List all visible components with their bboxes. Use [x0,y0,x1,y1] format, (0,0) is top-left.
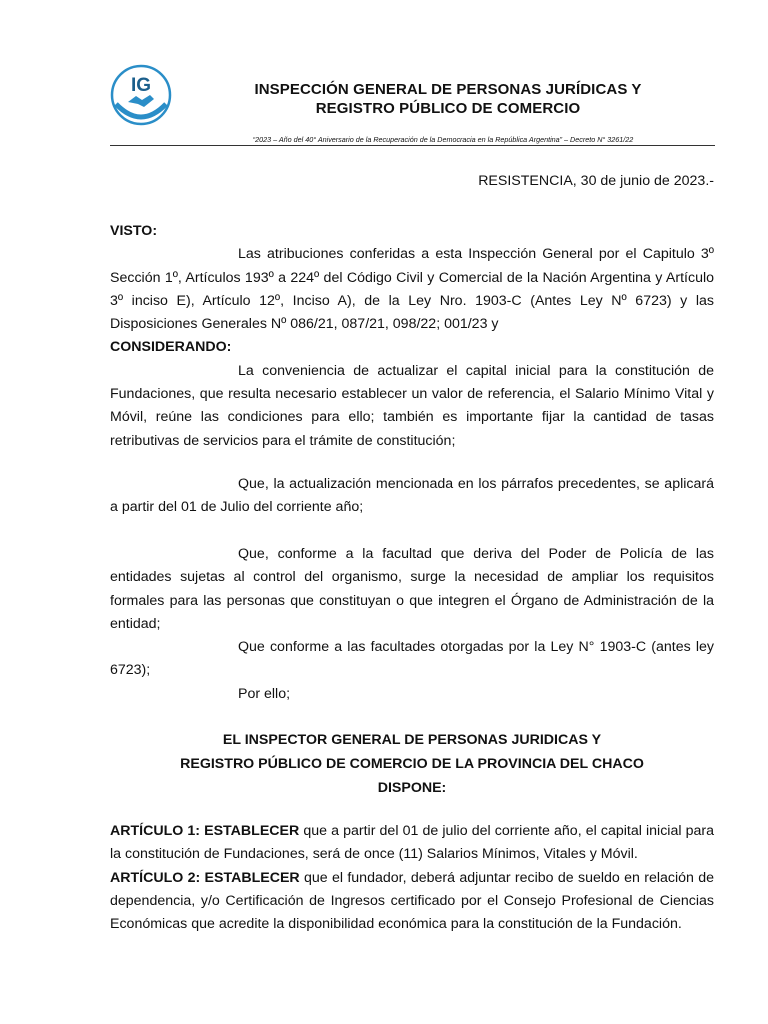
article-2 [110,867,714,937]
visto-text: Las atribuciones conferidas a esta Inspección General por el Capitulo 3º Sección 1º, Artículos 193º a 224º del Código Civil y Comercial de la Nación Argentina y Artículo 3º inciso E), Artículo 12º, Inciso A), de la Ley Nro. 1903-C (Antes Ley Nº 6723) y las Disposiciones Generales Nº 086/21, 087/21, 098/22; 001/23 y [110,246,714,333]
considerando-p3: Que, conforme a la facultad que deriva del Poder de Policía de las entidades sujetas al control del organismo, surge la necesidad de ampliar los requisitos formales para las personas que constituyan o que integren el Órgano de Administración de la entidad; [110,546,714,632]
logo-text: IG [130,75,152,96]
ig-logo-icon [110,64,172,126]
considerando-p2: Que, la actualización mencionada en los párrafos precedentes, se aplicará a partir del 01 de Julio del corriente año; [110,476,714,516]
date-line: RESISTENCIA, 30 de junio de 2023.- [478,173,714,189]
article-1-label: ARTÍCULO 1: ESTABLECER [110,823,300,839]
visto-section [110,220,714,453]
article-2-label: ARTÍCULO 2: ESTABLECER [110,869,300,886]
article-1 [110,820,714,867]
institution-title [182,80,714,118]
articles-section [110,820,714,936]
resolution-line-2: REGISTRO PÚBLICO DE COMERCIO DE LA PROVINCIA DEL CHACO [180,756,644,772]
decree-line: “2023 – Año del 40° Aniversario de la Recuperación de la Democracia en la República Argentina” – Decreto N° 3261/22 [252,135,634,144]
resolution-line-3: DISPONE: [377,780,447,796]
header-divider [110,145,715,146]
title-line-2: REGISTRO PÚBLICO DE COMERCIO [315,100,581,117]
resolution-line-1: EL INSPECTOR GENERAL DE PERSONAS JURIDICAS Y [222,732,602,748]
considerando-p1: La conveniencia de actualizar el capital inicial para la constitución de Fundaciones, que resulta necesario establecer un valor de referencia, el Salario Mínimo Vital y Móvil, reúne las condiciones para ello; también es importante fijar la cantidad de tasas retributivas de servicios para el trámite de constitución; [110,362,714,449]
considerando-p4: Que conforme a las facultades otorgadas por la Ley N° 1903-C (antes ley 6723); Por ello; [110,636,714,706]
article-2-text: que el fundador, deberá adjuntar recibo de sueldo en relación de dependencia, y/o Certificación de Ingresos certificado por el Consejo Profesional de Ciencias Económicas que acredite la disponibilidad económica para la constitución de la Fundación. [110,869,714,933]
resolution-header [110,728,714,800]
considerando-p5: Por ello; [238,685,291,702]
considerando-label: CONSIDERANDO: [110,339,232,356]
title-line-1: INSPECCIÓN GENERAL DE PERSONAS JURÍDICAS Y [254,81,642,98]
article-1-text: que a partir del 01 de julio del corriente año, el capital inicial para la constitución de Fundaciones, será de once (11) Salarios Mínimos, Vitales y Móvil. [110,823,714,863]
visto-label: VISTO: [110,223,158,239]
